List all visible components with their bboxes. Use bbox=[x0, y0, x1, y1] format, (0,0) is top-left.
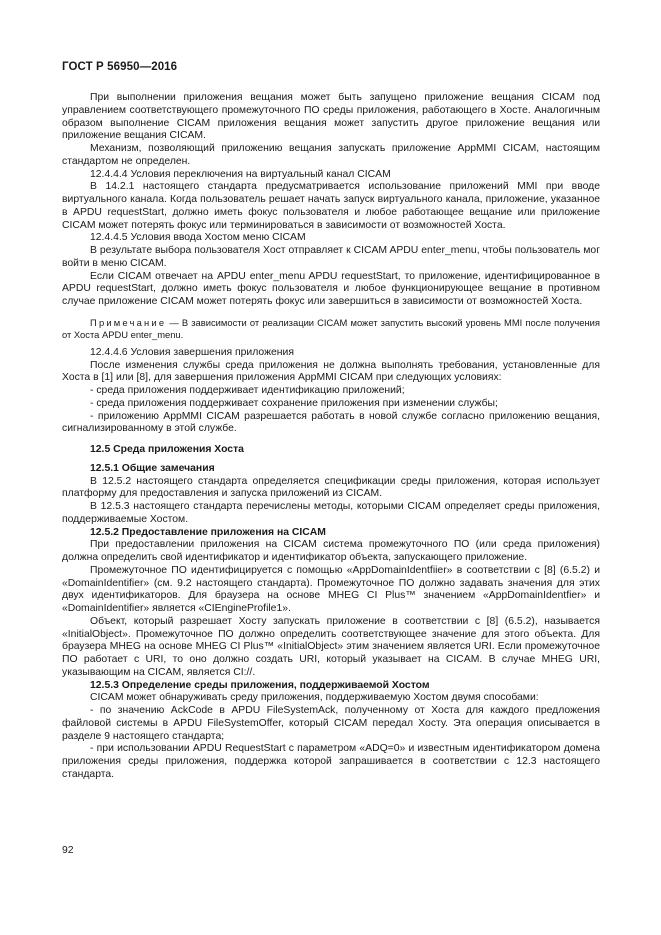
paragraph: CICAM может обнаруживать среду приложения, поддерживаемую Хостом двумя способами: bbox=[90, 692, 539, 704]
paragraph: Промежуточное ПО идентифицируется с помощью «AppDomainIdentfiier» в соответствии с [8] (6.5.2) и «DomainIdentifier» (см. 9.2 настоящего стандарта). Промежуточное ПО должно задавать значения для этих двух идентификаторов. Для браузера на основе MHEG CI Plus™ значением «AppDomainIdentfier» и «DomainIdentifier» является «CIEngineProfile1». bbox=[62, 564, 600, 614]
page-number: 92 bbox=[62, 845, 74, 856]
section-heading: 12.5.1 Общие замечания bbox=[90, 462, 215, 474]
document-header: ГОСТ Р 56950—2016 bbox=[62, 61, 178, 73]
list-item: - при использовании APDU RequestStart с параметром «ADQ=0» и известным идентификатором домена приложения среды приложения, поддержка которой запрашивается в соответствии с 12.3 настоящего стандарта. bbox=[62, 743, 600, 780]
paragraph: Объект, который разрешает Хосту запускать приложение в соответствии с [8] (6.5.2), называется «InitialObject». Промежуточное ПО должно определить соответствующее значение для этого объекта. Для браузера MHEG на основе MHEG CI Plus™ «InitialObject» этим значением является URI. Если промежуточное ПО работает с URI, то оно должно создать URI, который указывает на CICAM. В случае MHEG URI, указывающим на CICAM, является CI://. bbox=[62, 615, 600, 678]
paragraph: При выполнении приложения вещания может быть запущено приложение вещания CICAM под управлением соответствующего промежуточного ПО среды приложения, работающего в Хосте. Аналогичным образом выполнение CICAM приложения вещания может запустить другое приложение вещания или приложение вещания CICAM. bbox=[62, 92, 600, 142]
paragraph: Механизм, позволяющий приложению вещания запускать приложение AppMMI CICAM, настоящим стандартом не определен. bbox=[62, 143, 600, 167]
section-heading: 12.4.4.4 Условия переключения на виртуальный канал CICAM bbox=[90, 168, 391, 180]
list-item: - среда приложения поддерживает сохранение приложения при изменении службы; bbox=[90, 397, 498, 409]
note-text: — В зависимости от реализации CICAM может запустить высокий уровень MMI после получения от Хоста APDU enter_menu. bbox=[62, 316, 600, 340]
paragraph: В 12.5.2 настоящего стандарта определяется спецификации среды приложения, которая использует платформу для предоставления и запуска приложений из CICAM. bbox=[62, 475, 600, 500]
note bbox=[62, 317, 600, 341]
list-item: - по значению AckCode в APDU FileSystemAck, полученному от Хоста для каждого предложения файловой системы в APDU FileSystemOffer, который CICAM передал Хосту. Эта операция описывается в разделе 9 настоящего стандарта; bbox=[62, 705, 600, 742]
paragraph: В результате выбора пользователя Хост отправляет к CICAM APDU enter_menu, чтобы пользователь мог войти в меню CICAM. bbox=[62, 245, 600, 269]
paragraph: В 14.2.1 настоящего стандарта предусматривается использование приложений MMI при вводе виртуального канала. Когда пользователь решает начать запуск виртуального канала, приложение, указанное в APDU requestStart, должно иметь фокус пользователя и любое работающее вещание или приложение CICAM может потерять фокус или терминироваться в зависимости от возможностей Хоста. bbox=[62, 181, 600, 231]
paragraph: В 12.5.3 настоящего стандарта перечислены методы, которыми CICAM определяет среды приложения, поддерживаемые Хостом. bbox=[62, 501, 600, 525]
section-heading: 12.5 Среда приложения Хоста bbox=[90, 444, 244, 455]
paragraph: Если CICAM отвечает на APDU enter_menu APDU requestStart, то приложение, идентифицированное в APDU requestStart, должно иметь фокус пользователя и любое функционирующее вещание в противном случае приложение CICAM может потерять фокус или завершиться в зависимости от возможностей Хоста. bbox=[62, 270, 600, 307]
section-heading: 12.4.4.6 Условия завершения приложения bbox=[90, 346, 294, 358]
section-heading: 12.5.2 Предоставление приложения на CICAM bbox=[90, 526, 326, 538]
section-heading: 12.4.4.5 Условия ввода Хостом меню CICAM bbox=[90, 232, 306, 244]
note-label: Примечание bbox=[90, 316, 167, 328]
paragraph: При предоставлении приложения на CICAM система промежуточного ПО (или среда приложения) должна определить свой идентификатор и идентификатор объекта, запускающего приложение. bbox=[62, 539, 600, 563]
list-item: - среда приложения поддерживает идентификацию приложений; bbox=[90, 385, 405, 396]
section-heading: 12.5.3 Определение среды приложения, поддерживаемой Хостом bbox=[90, 679, 430, 691]
paragraph: После изменения службы среда приложения не должна выполнять требования, установленные для Хоста в [1] или [8], для завершения приложения AppMMI CICAM при следующих условиях: bbox=[62, 359, 600, 384]
document-body bbox=[62, 92, 600, 782]
list-item: - приложению AppMMI CICAM разрешается работать в новой службе согласно приложению вещания, сигнализированному в этой службе. bbox=[62, 410, 600, 435]
